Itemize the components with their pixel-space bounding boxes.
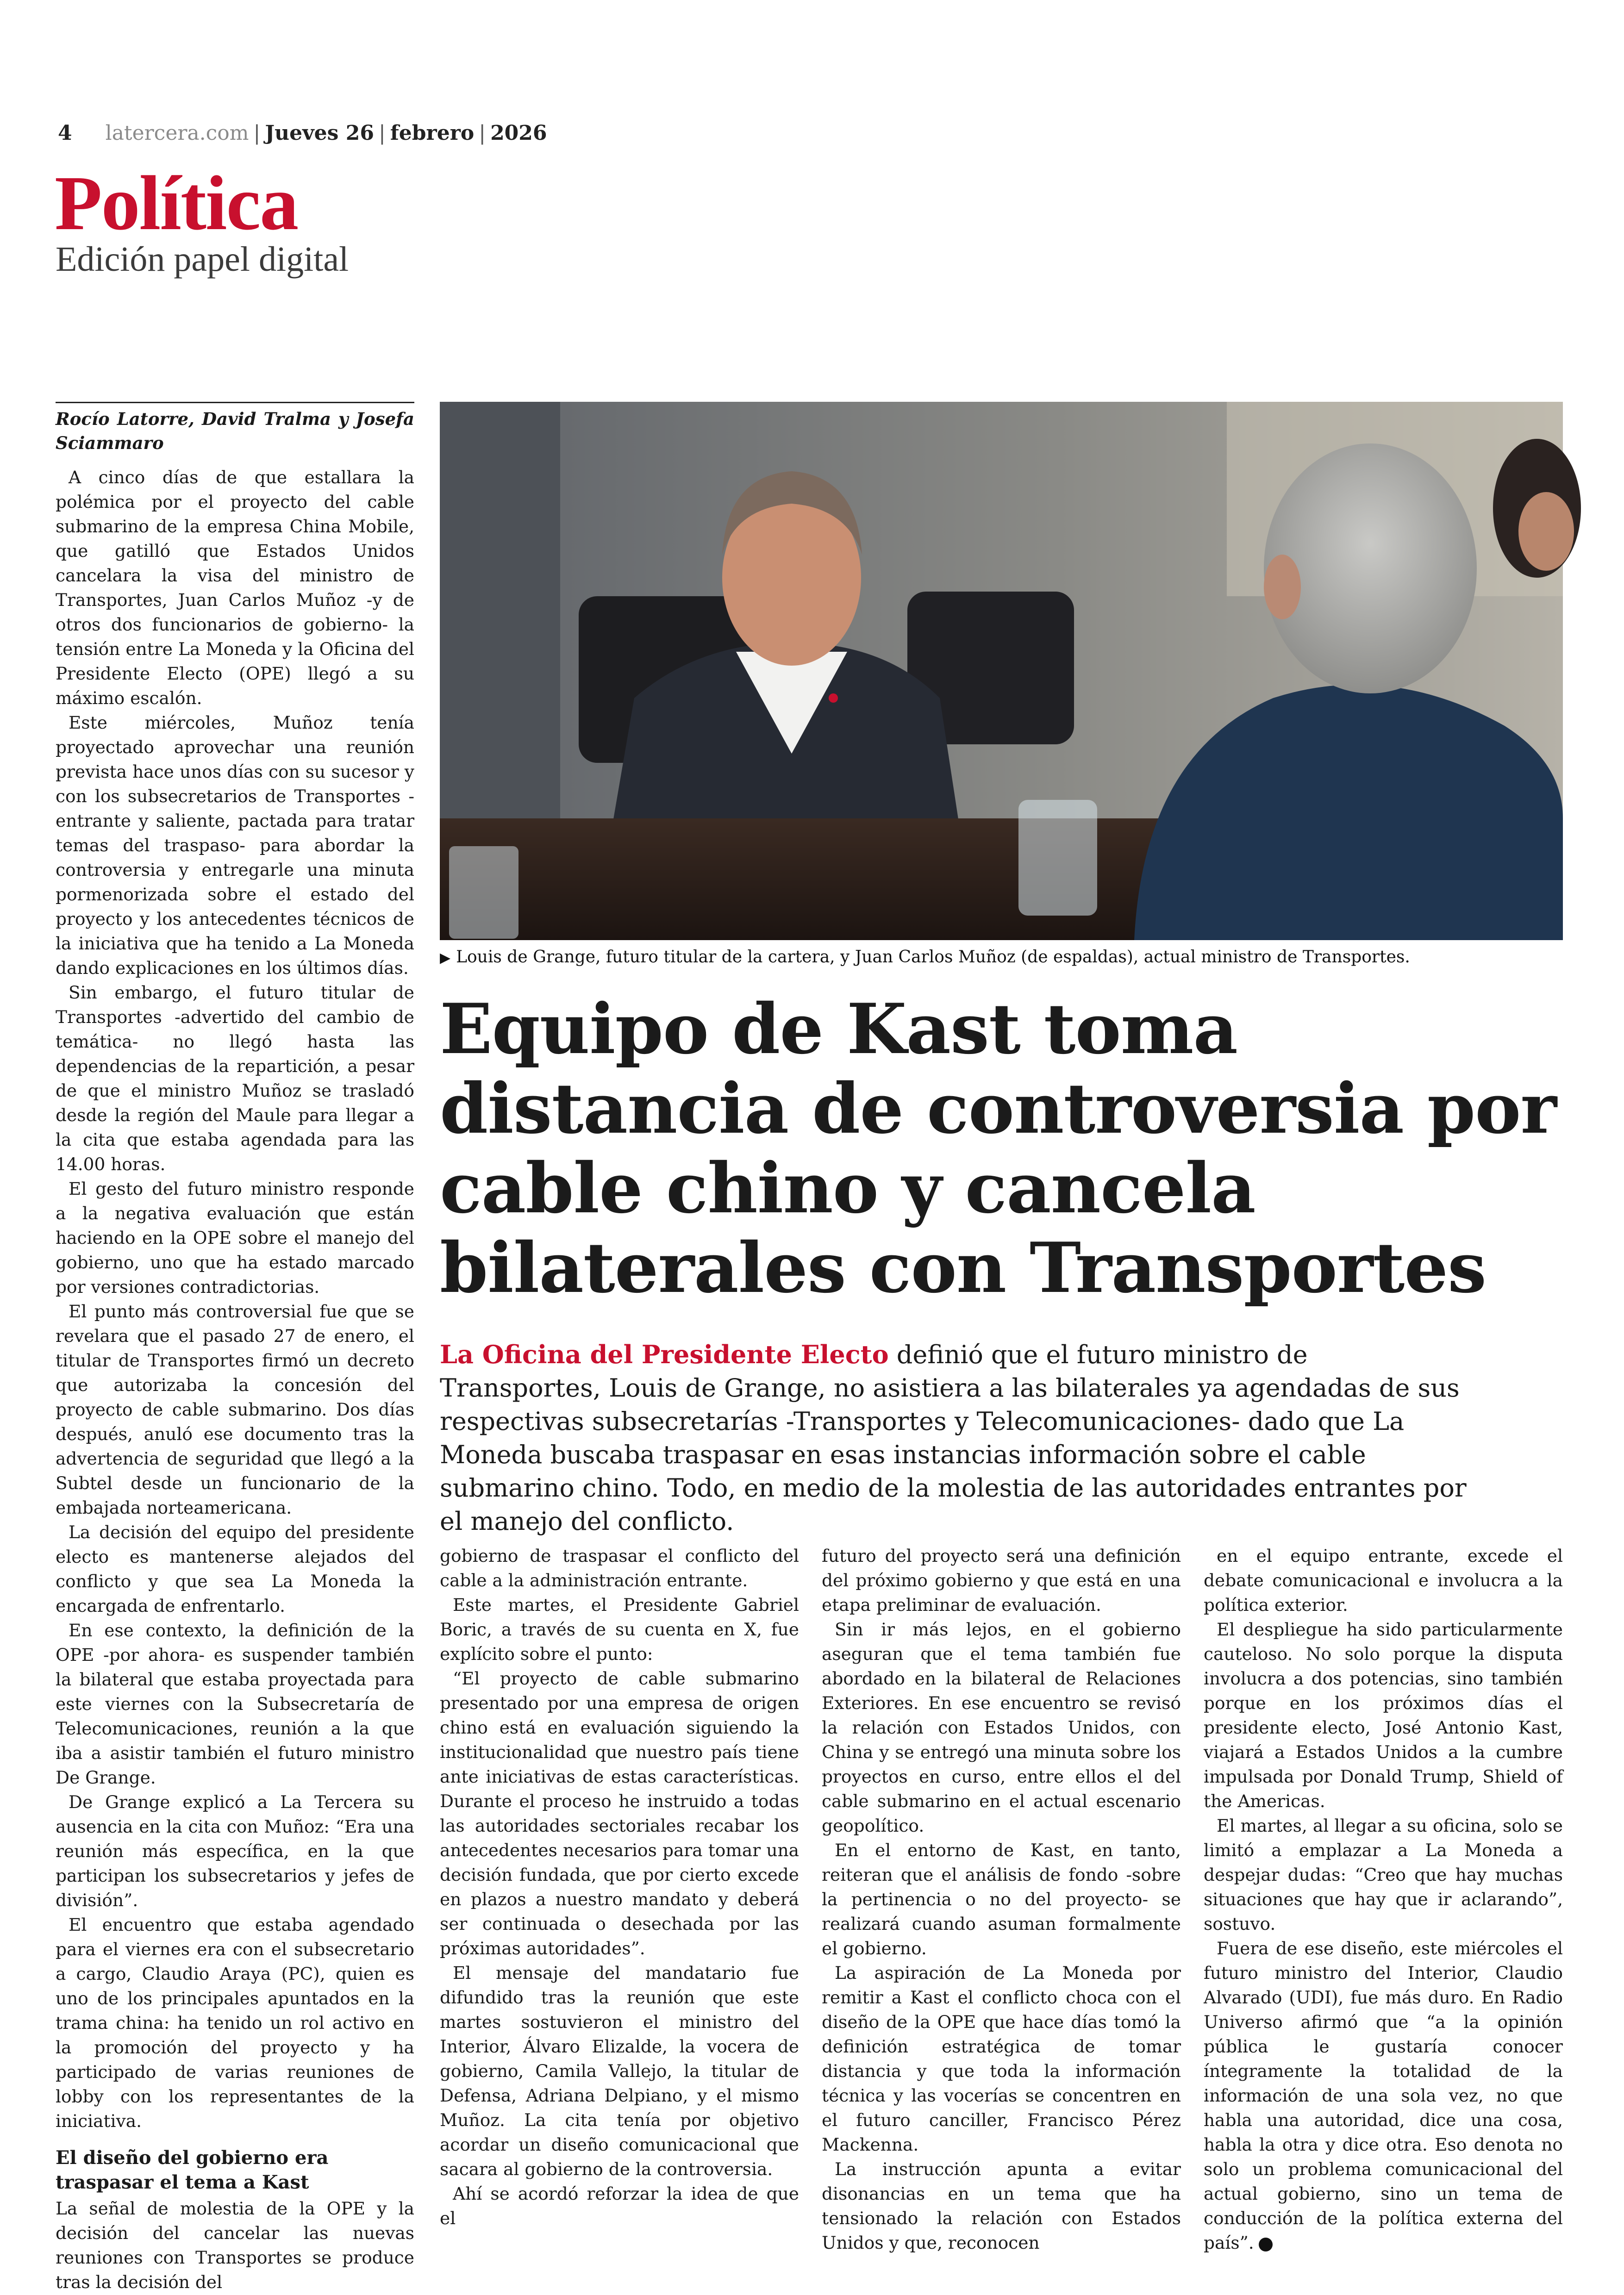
folio-month: febrero — [390, 121, 475, 145]
subhead: El diseño del gobierno era traspasar el tema a Kast — [56, 2147, 329, 2193]
paragraph: “El proyecto de cable submarino presentado por una empresa de origen chino está en evaluación siguiendo la institucionalidad que nuestro país tiene ante iniciativas de estas características. Durante el proceso he instruido a todas las autoridades sectoriales recabar los antecedentes necesarios para tomar una decisión fundada, que por cierto excede en plazos a nuestro mandato y deberá ser continuada o desechada por las próximas autoridades”. — [440, 1668, 799, 1958]
paragraph: La aspiración de La Moneda por remitir a Kast el conflicto choca con el diseño de la OPE que hace días tomó la definición estratégica de tomar distancia y que toda la información técnica y las vocerías se concentren en el futuro canciller, Francisco Pérez Mackenna. — [822, 1963, 1181, 2155]
lead-text: definió que el futuro ministro de Transportes, Louis de Grange, no asistiera a las bilaterales ya agendadas de sus respectivas subsecretarías -Transportes y Telecomunicaciones- dado que La Moneda buscaba traspasar en esas instancias información sobre el cable submarino chino. Todo, en medio de la molestia de las autoridades entrantes por el manejo del conflicto. — [440, 1340, 1467, 1536]
folio-separator: | — [479, 121, 486, 145]
paragraph: En ese contexto, la definición de la OPE -por ahora- es suspender también la bilateral que estaba proyectada para este viernes con la Subsecretaría de Telecomunicaciones, reunión a la que iba a asistir también el futuro ministro De Grange. — [56, 1620, 414, 1788]
paragraph: La instrucción apunta a evitar disonancias en un tema que ha tensionado la relación con Estados Unidos y que, reconocen — [822, 2159, 1181, 2253]
paragraph: Ahí se acordó reforzar la idea de que el — [440, 2183, 799, 2228]
section-title: Política — [55, 160, 298, 246]
byline: Rocío Latorre, David Tralma y Josefa Sciammaro — [56, 402, 414, 455]
photo-illustration — [440, 402, 1563, 940]
folio-separator: | — [379, 121, 386, 145]
paragraph: Este martes, el Presidente Gabriel Boric, a través de su cuenta en X, fue explícito sobre el punto: — [440, 1595, 799, 1664]
paragraph: A cinco días de que estallara la polémica por el proyecto del cable submarino de la empresa China Mobile, que gatilló que Estados Unidos cancelara la visa del ministro de Transportes, Juan Carlos Muñoz -y de otros dos funcionarios de gobierno- la tensión entre La Moneda y la Oficina del Presidente Electo (OPE) llegó a su máximo escalón. — [56, 467, 414, 708]
folio-line — [58, 121, 547, 145]
paragraph: El encuentro que estaba agendado para el viernes era con el subsecretario a cargo, Claudio Araya (PC), quien es uno de los principales apuntados en la trama china: ha tenido un rol activo en la promoción del proyecto y ha participado de varias reuniones de lobby con los representantes de la iniciativa. — [56, 1915, 414, 2131]
section-subtitle: Edición papel digital — [56, 240, 349, 279]
paragraph: El gesto del futuro ministro responde a la negativa evaluación que están haciendo en la OPE sobre el manejo del gobierno, uno que ha estado marcado por versiones contradictorias. — [56, 1179, 414, 1297]
column-1-body — [56, 465, 414, 2133]
site-name[interactable]: latercera.com — [105, 121, 249, 145]
paragraph: El despliegue ha sido particularmente cauteloso. No solo porque la disputa involucra a dos potencias, sino también porque en los próximos días el presidente electo, José Antonio Kast, viajará a Estados Unidos a la cumbre impulsada por Donald Trump, Shield of the Americas. — [1204, 1619, 1563, 1811]
paragraph: De Grange explicó a La Tercera su ausencia en la cita con Muñoz: “Era una reunión más específica, en la que participan los subsecretarios y jefes de división”. — [56, 1792, 414, 1910]
article-column-3 — [822, 1544, 1181, 2253]
folio-year: 2026 — [490, 121, 547, 145]
paragraph: El martes, al llegar a su oficina, solo se limitó a emplazar a La Moneda a despejar dudas: “Creo que hay muchas situaciones que hay que ir aclarando”, sostuvo. — [1204, 1815, 1563, 1934]
caption-text: Louis de Grange, futuro titular de la cartera, y Juan Carlos Muñoz (de espaldas), actual ministro de Transportes. — [456, 948, 1410, 967]
end-mark-icon — [1259, 2238, 1273, 2251]
paragraph: El mensaje del mandatario fue difundido tras la reunión que este martes sostuvieron el ministro del Interior, Álvaro Elizalde, la vocera de gobierno, Camila Vallejo, la titular de Defensa, Adriana Delpiano, y el mismo Muñoz. La cita tenía por objetivo acordar un diseño comunicacional que sacara al gobierno de la controversia. — [440, 1963, 799, 2179]
folio-weekday: Jueves 26 — [265, 121, 374, 145]
article-column-2 — [440, 1544, 799, 2228]
article-column-4 — [1204, 1544, 1563, 2253]
paragraph: Sin embargo, el futuro titular de Transportes -advertido del cambio de temática- no llegó hasta las dependencias de la repartición, a pesar de que el ministro Muñoz se trasladó desde la región del Maule para llegar a la cita que estaba agendada para las 14.00 horas. — [56, 982, 414, 1174]
lead-paragraph — [440, 1338, 1468, 1538]
paragraph: Este miércoles, Muñoz tenía proyectado aprovechar una reunión prevista hace unos días con su sucesor y con los subsecretarios de Transportes -entrante y saliente, pactada para tratar temas del traspaso- para abordar la controversia y entregarle una minuta pormenorizada sobre el estado del proyecto y los antecedentes técnicos de la iniciativa que ha tenido a La Moneda dando explicaciones en los últimos días. — [56, 712, 414, 978]
article-photo — [440, 402, 1563, 940]
folio-separator: | — [253, 121, 261, 145]
paragraph: en el equipo entrante, excede el debate comunicacional e involucra a la política exterior. — [1204, 1546, 1563, 1615]
paragraph: La señal de molestia de la OPE y la decisión del cancelar las nuevas reuniones con Transportes se produce tras la decisión del — [56, 2198, 414, 2292]
article-column-1 — [56, 402, 414, 2292]
paragraph: La decisión del equipo del presidente electo es mantenerse alejados del conflicto y que sea La Moneda la encargada de enfrentarlo. — [56, 1522, 414, 1616]
caption-arrow-icon: ▶ — [440, 950, 451, 966]
headline: Equipo de Kast toma distancia de controversia por cable chino y cancela bilaterales con Transportes — [440, 989, 1556, 1309]
paragraph: gobierno de traspasar el conflicto del cable a la administración entrante. — [440, 1546, 799, 1590]
page-number: 4 — [58, 121, 72, 145]
paragraph: futuro del proyecto será una definición del próximo gobierno y que está en una etapa preliminar de evaluación. — [822, 1546, 1181, 1615]
lead-highlight: La Oficina del Presidente Electo — [440, 1340, 889, 1369]
paragraph: Sin ir más lejos, en el gobierno aseguran que el tema también fue abordado en la bilateral de Relaciones Exteriores. En ese encuentro se revisó la relación con Estados Unidos, con China y se entregó una minuta sobre los proyectos en curso, entre ellos el del cable submarino en el actual escenario geopolítico. — [822, 1619, 1181, 1836]
photo-caption — [440, 946, 1569, 969]
paragraph: En el entorno de Kast, en tanto, reiteran que el análisis de fondo -sobre la pertinencia o no del proyecto- se realizará cuando asuman formalmente el gobierno. — [822, 1840, 1181, 1958]
paragraph: Fuera de ese diseño, este miércoles el futuro ministro del Interior, Claudio Alvarado (UDI), fue más duro. En Radio Universo afirmó que “a la opinión pública le gustaría conocer íntegramente la totalidad de la información de una sola vez, no que habla una autoridad, dice una cosa, habla la otra y dice otra. Eso denota no solo un problema comunicacional del actual gobierno, sino un tema de conducción de la política externa del país”. — [1204, 1938, 1563, 2253]
paragraph: El punto más controversial fue que se revelara que el pasado 27 de enero, el titular de Transportes firmó un decreto que autorizaba la concesión del proyecto de cable submarino. Dos días después, anuló ese documento tras la advertencia de seguridad que llegó a la Subtel desde un funcionario de la embajada norteamericana. — [56, 1301, 414, 1518]
